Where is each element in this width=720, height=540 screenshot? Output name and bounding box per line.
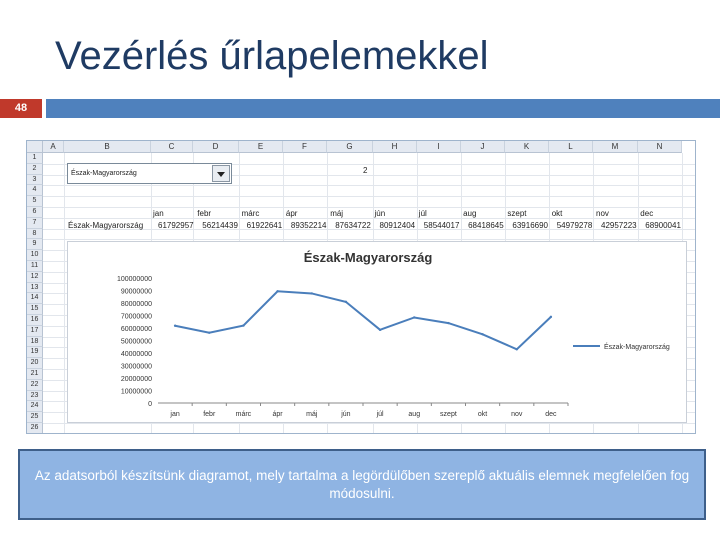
row-header[interactable]: 7 (27, 218, 43, 229)
month-cell: júl (418, 209, 427, 218)
value-cell: 61792957 (158, 221, 194, 230)
y-tick-label: 60000000 (120, 326, 152, 333)
column-header[interactable]: A (43, 141, 64, 153)
data-point (550, 316, 552, 318)
row-header[interactable]: 24 (27, 401, 43, 412)
slide-number: 48 (0, 99, 42, 118)
dropdown-button[interactable] (212, 165, 230, 182)
index-cell: 2 (363, 166, 368, 175)
column-header[interactable]: H (373, 141, 417, 153)
legend-label: Észak-Magyarország (604, 344, 670, 351)
value-cell: 87634722 (335, 221, 371, 230)
column-header[interactable]: B (64, 141, 151, 153)
month-cell: okt (551, 209, 563, 218)
slide-title: Vezérlés űrlapelemekkel (55, 34, 489, 78)
row-header[interactable]: 15 (27, 304, 43, 315)
row-header[interactable]: 13 (27, 283, 43, 294)
grid-line (43, 207, 695, 208)
row-header[interactable]: 19 (27, 347, 43, 358)
month-cell: febr (197, 209, 212, 218)
row-header[interactable]: 9 (27, 239, 43, 250)
data-point (379, 329, 381, 331)
y-tick-label: 10000000 (120, 388, 152, 396)
month-cell: márc (241, 209, 260, 218)
dropdown-selected-value: Észak-Magyarország (71, 170, 137, 177)
data-point (481, 333, 483, 335)
data-point (242, 324, 244, 326)
value-cell: 61922641 (246, 221, 283, 230)
region-dropdown[interactable] (67, 163, 232, 184)
row-header[interactable]: 10 (27, 250, 43, 261)
x-tick-label: márc (235, 411, 252, 418)
column-header[interactable]: C (151, 141, 193, 153)
row-header[interactable]: 14 (27, 293, 43, 304)
row-header[interactable]: 4 (27, 185, 43, 196)
chart-title: Észak-Magyarország (303, 250, 433, 265)
value-cell: 42957223 (601, 221, 637, 230)
month-cell: jan (153, 209, 164, 218)
row-header[interactable]: 3 (27, 175, 43, 186)
x-tick-label: okt (477, 411, 488, 418)
data-point (174, 325, 176, 327)
data-point (516, 348, 518, 350)
row-header[interactable]: 22 (27, 380, 43, 391)
month-cell: aug (463, 209, 477, 218)
data-point (413, 316, 415, 318)
x-tick-label: ápr (272, 411, 283, 418)
column-header[interactable]: F (283, 141, 327, 153)
column-header[interactable]: I (417, 141, 461, 153)
value-cell: 80912404 (379, 221, 416, 230)
data-point (447, 322, 449, 324)
row-header[interactable]: 1 (27, 153, 43, 164)
row-header[interactable]: 5 (27, 196, 43, 207)
data-point (345, 301, 347, 303)
series-line (175, 291, 551, 349)
row-header[interactable]: 25 (27, 412, 43, 423)
spreadsheet-screenshot (26, 140, 696, 434)
month-cell: szept (507, 209, 527, 218)
value-cell: 63916690 (512, 221, 548, 230)
grid-line (43, 196, 695, 197)
row-header[interactable]: 11 (27, 261, 43, 272)
y-tick-label: 90000000 (120, 288, 152, 296)
title-bar (46, 99, 720, 118)
month-cell: ápr (285, 209, 298, 218)
chart-svg (68, 242, 688, 424)
row-header[interactable]: 16 (27, 315, 43, 326)
column-header[interactable]: K (505, 141, 549, 153)
y-tick-label: 80000000 (120, 301, 152, 308)
y-tick-label: 0 (148, 401, 152, 408)
value-cell: 68900041 (645, 221, 681, 230)
x-tick-label: febr (203, 411, 216, 418)
value-cell: 56214439 (202, 221, 238, 230)
x-tick-label: szept (440, 411, 457, 418)
y-tick-label: 20000000 (120, 376, 152, 383)
y-tick-label: 40000000 (120, 351, 152, 358)
column-header[interactable]: D (193, 141, 239, 153)
x-tick-label: aug (408, 411, 421, 418)
y-tick-label: 50000000 (120, 338, 152, 346)
region-label-cell: Észak-Magyarország (68, 221, 144, 230)
data-point (311, 292, 313, 294)
y-tick-label: 100000000 (116, 276, 152, 283)
row-header[interactable]: 12 (27, 272, 43, 283)
line-chart[interactable] (67, 241, 687, 423)
grid-line (43, 185, 695, 186)
column-header[interactable]: L (549, 141, 593, 153)
y-tick-label: 70000000 (120, 313, 152, 321)
column-header[interactable]: E (239, 141, 283, 153)
row-header[interactable]: 2 (27, 164, 43, 175)
x-tick-label: júl (376, 411, 384, 418)
grid-line (64, 153, 65, 433)
column-header[interactable]: M (593, 141, 638, 153)
month-cell: máj (330, 209, 344, 218)
x-tick-label: nov (511, 411, 523, 418)
chevron-down-icon (217, 172, 225, 177)
value-cell: 58544017 (423, 221, 460, 230)
value-cell: 68418645 (468, 221, 504, 230)
month-cell: nov (596, 209, 609, 218)
value-cell: 89352214 (290, 221, 327, 230)
x-tick-label: máj (306, 411, 318, 418)
row-header[interactable]: 6 (27, 207, 43, 218)
x-tick-label: jan (170, 411, 180, 418)
row-header[interactable]: 8 (27, 229, 43, 240)
month-cell: dec (640, 209, 654, 218)
row-header[interactable]: 20 (27, 358, 43, 369)
data-point (208, 332, 210, 334)
row-header[interactable]: 26 (27, 423, 43, 434)
column-header[interactable]: N (638, 141, 682, 153)
month-cell: jún (374, 209, 386, 218)
column-header[interactable]: G (327, 141, 373, 153)
x-tick-label: jún (341, 411, 351, 418)
row-header[interactable]: 18 (27, 337, 43, 348)
value-cell: 54979278 (556, 221, 593, 230)
select-all-corner[interactable] (27, 141, 43, 153)
row-header[interactable]: 17 (27, 326, 43, 337)
x-tick-label: dec (545, 411, 557, 418)
y-tick-label: 30000000 (120, 363, 152, 371)
caption-box: Az adatsorból készítsünk diagramot, mely tartalma a legördülőben szereplő aktuális elemnek megfelelően fog módosulni. (18, 449, 706, 520)
data-point (276, 290, 278, 292)
row-header[interactable]: 21 (27, 369, 43, 380)
column-header[interactable]: J (461, 141, 505, 153)
row-header[interactable]: 23 (27, 391, 43, 402)
